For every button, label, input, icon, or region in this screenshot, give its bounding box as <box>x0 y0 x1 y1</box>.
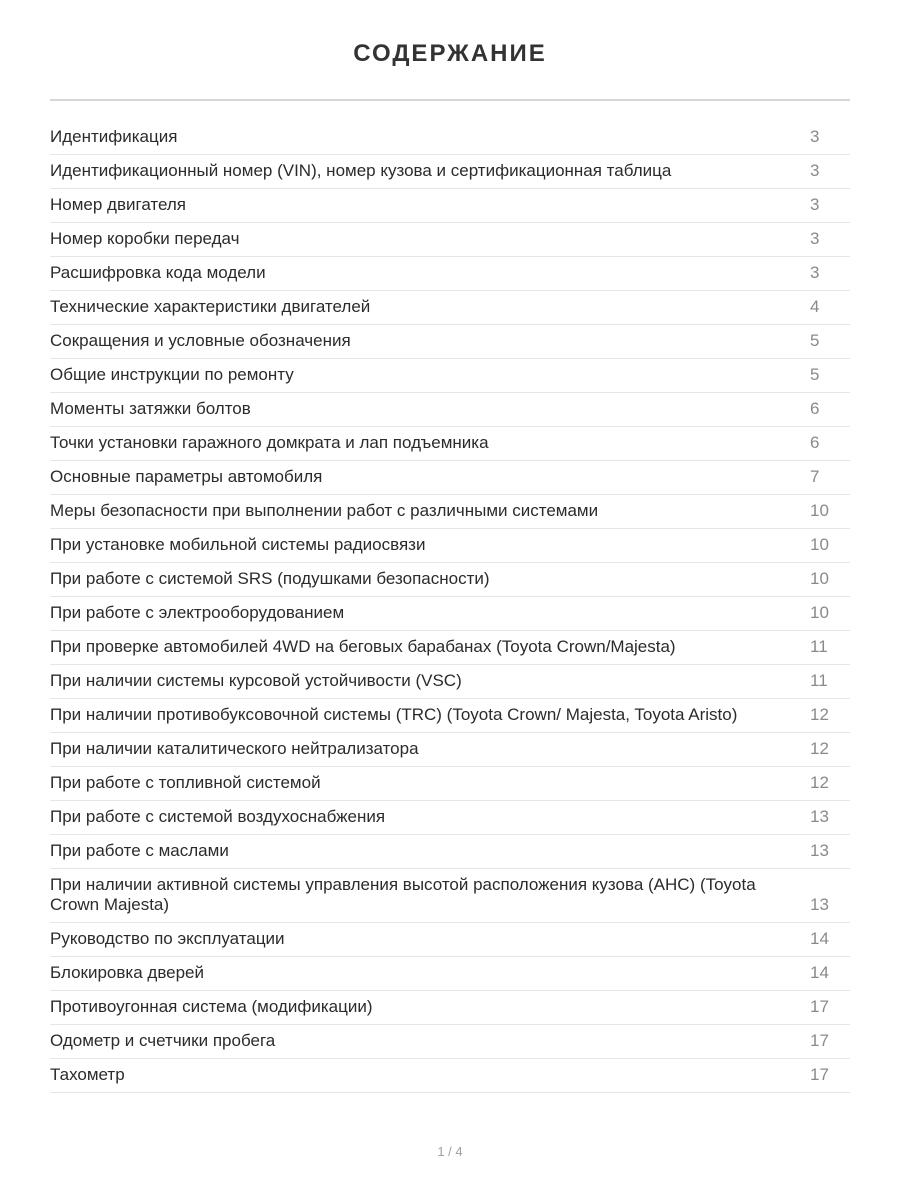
toc-entry[interactable] <box>50 957 850 991</box>
toc-entry-page: 7 <box>810 467 820 486</box>
toc-entry[interactable] <box>50 495 850 529</box>
toc-entry-page: 10 <box>810 603 829 622</box>
toc-entry-page: 3 <box>810 161 820 180</box>
toc-entry-page: 12 <box>810 773 829 792</box>
toc-entry-page: 10 <box>810 501 829 520</box>
toc-entry-page: 13 <box>810 895 829 914</box>
toc-entry-page: 17 <box>810 1065 829 1084</box>
toc-entry-page: 5 <box>810 365 820 384</box>
toc-entry-page: 10 <box>810 569 829 588</box>
toc-entry[interactable] <box>50 393 850 427</box>
toc-entry[interactable] <box>50 529 850 563</box>
toc-entry-label: При наличии каталитического нейтрализатора <box>50 739 419 758</box>
toc-entry-label: При работе с электрооборудованием <box>50 603 345 622</box>
toc-entry[interactable] <box>50 563 850 597</box>
toc-entry-page: 12 <box>810 705 829 724</box>
toc-entry-page: 4 <box>810 297 820 316</box>
toc-entry-label: При работе с топливной системой <box>50 773 321 792</box>
toc-entry[interactable] <box>50 121 850 155</box>
toc-entry-label: При установке мобильной системы радиосвязи <box>50 535 426 554</box>
table-of-contents <box>50 121 850 1093</box>
toc-entry-label: Общие инструкции по ремонту <box>50 365 294 384</box>
toc-entry[interactable] <box>50 1059 850 1093</box>
toc-entry-page: 3 <box>810 263 820 282</box>
toc-entry[interactable] <box>50 257 850 291</box>
toc-entry[interactable] <box>50 991 850 1025</box>
toc-entry-label: При наличии системы курсовой устойчивости (VSC) <box>50 671 462 690</box>
toc-entry-label: При наличии активной системы управления высотой расположения кузова (AHC) (Toyota Crown Majesta) <box>50 875 756 914</box>
toc-entry-page: 6 <box>810 399 820 418</box>
toc-entry-label: Основные параметры автомобиля <box>50 467 323 486</box>
toc-entry-label: Технические характеристики двигателей <box>50 297 371 316</box>
toc-entry-label: Руководство по эксплуатации <box>50 929 285 948</box>
toc-entry-page: 3 <box>810 127 820 146</box>
toc-entry-page: 12 <box>810 739 829 758</box>
toc-entry-label: При наличии противобуксовочной системы (TRC) (Toyota Crown/ Majesta, Toyota Aristo) <box>50 705 738 724</box>
page-title: СОДЕРЖАНИЕ <box>353 40 547 67</box>
toc-entry[interactable] <box>50 869 850 923</box>
toc-entry[interactable] <box>50 223 850 257</box>
toc-entry-label: При работе с системой воздухоснабжения <box>50 807 386 826</box>
toc-entry[interactable] <box>50 155 850 189</box>
toc-entry-label: Меры безопасности при выполнении работ с различными системами <box>50 501 599 520</box>
toc-entry[interactable] <box>50 767 850 801</box>
toc-entry-label: Номер двигателя <box>50 195 187 214</box>
title-divider <box>50 99 850 101</box>
toc-entry-label: Блокировка дверей <box>50 963 205 982</box>
toc-entry-label: Идентификационный номер (VIN), номер кузова и сертификационная таблица <box>50 161 672 180</box>
toc-entry-page: 13 <box>810 807 829 826</box>
toc-entry-label: Точки установки гаражного домкрата и лап подъемника <box>50 433 489 452</box>
page-number: 1 / 4 <box>437 1144 463 1159</box>
toc-entry-page: 13 <box>810 841 829 860</box>
toc-entry-page: 14 <box>810 963 829 982</box>
toc-entry-page: 14 <box>810 929 829 948</box>
toc-entry-page: 3 <box>810 195 820 214</box>
toc-entry-page: 11 <box>810 637 828 656</box>
toc-entry[interactable] <box>50 461 850 495</box>
toc-entry-label: Номер коробки передач <box>50 229 240 248</box>
toc-entry[interactable] <box>50 923 850 957</box>
toc-entry-label: Тахометр <box>50 1065 125 1084</box>
toc-entry-label: Моменты затяжки болтов <box>50 399 251 418</box>
toc-entry-label: При работе с маслами <box>50 841 229 860</box>
toc-entry[interactable] <box>50 189 850 223</box>
toc-entry-label: Сокращения и условные обозначения <box>50 331 351 350</box>
toc-entry-page: 3 <box>810 229 820 248</box>
toc-entry-label: Противоугонная система (модификации) <box>50 997 373 1016</box>
toc-entry-page: 10 <box>810 535 829 554</box>
toc-entry[interactable] <box>50 291 850 325</box>
toc-entry-label: При проверке автомобилей 4WD на беговых барабанах (Toyota Crown/Majesta) <box>50 637 676 656</box>
toc-entry[interactable] <box>50 733 850 767</box>
toc-entry[interactable] <box>50 801 850 835</box>
toc-entry[interactable] <box>50 1025 850 1059</box>
toc-entry-page: 17 <box>810 1031 829 1050</box>
toc-entry[interactable] <box>50 597 850 631</box>
toc-entry[interactable] <box>50 835 850 869</box>
toc-entry-label: Расшифровка кода модели <box>50 263 266 282</box>
toc-entry-label: Одометр и счетчики пробега <box>50 1031 276 1050</box>
toc-entry[interactable] <box>50 699 850 733</box>
toc-entry[interactable] <box>50 359 850 393</box>
toc-entry[interactable] <box>50 665 850 699</box>
toc-entry-page: 5 <box>810 331 820 350</box>
toc-entry-label: Идентификация <box>50 127 178 146</box>
toc-entry-page: 11 <box>810 671 828 690</box>
toc-entry-label: При работе с системой SRS (подушками безопасности) <box>50 569 490 588</box>
toc-entry-page: 6 <box>810 433 820 452</box>
toc-entry[interactable] <box>50 427 850 461</box>
toc-entry-page: 17 <box>810 997 829 1016</box>
toc-entry[interactable] <box>50 631 850 665</box>
toc-entry[interactable] <box>50 325 850 359</box>
